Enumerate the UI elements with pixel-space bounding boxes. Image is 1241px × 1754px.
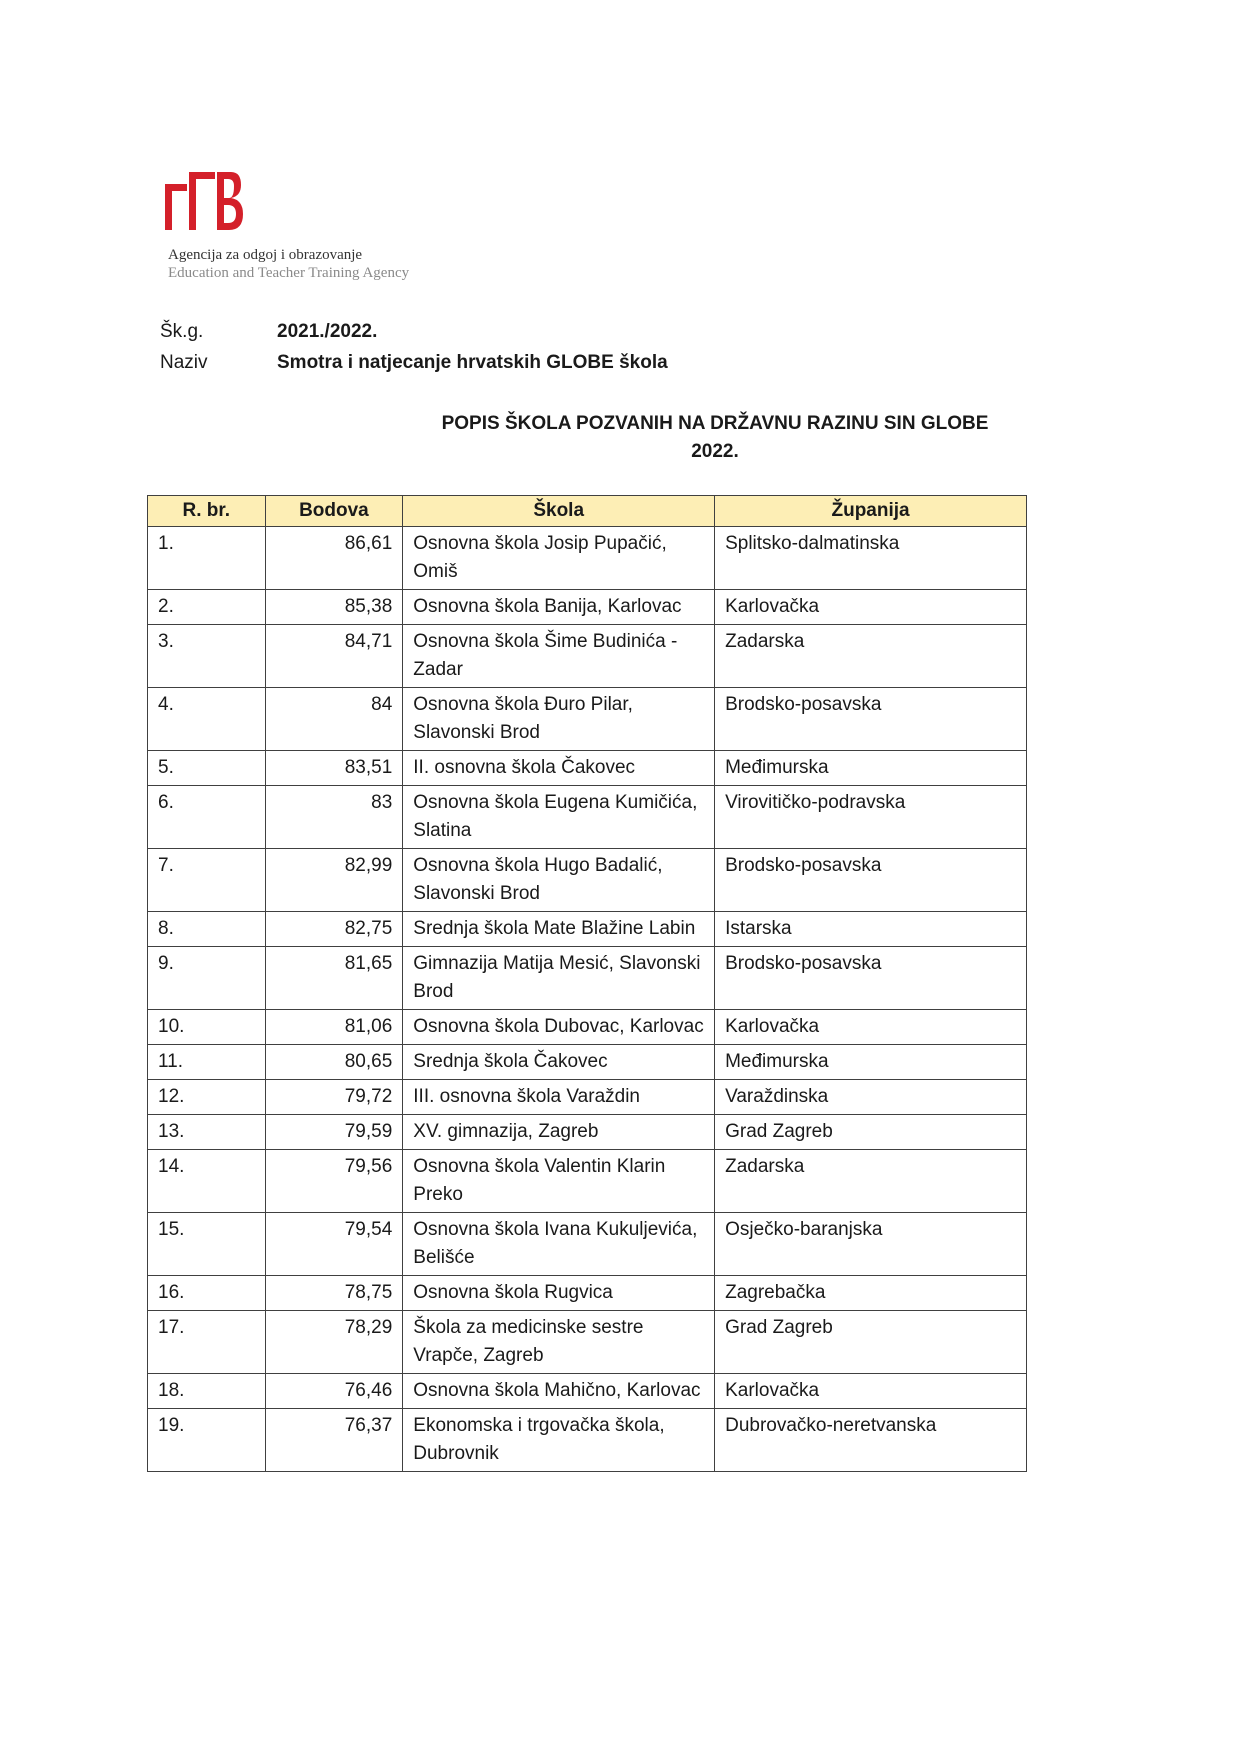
table-row (148, 1276, 1027, 1311)
cell-rbr: 7. (148, 849, 266, 912)
cell-zupanija: Karlovačka (715, 1010, 1027, 1045)
cell-skola: Osnovna škola Mahično, Karlovac (403, 1374, 715, 1409)
school-year-row (160, 321, 377, 343)
cell-bodova: 76,37 (265, 1409, 403, 1472)
cell-bodova: 84 (265, 688, 403, 751)
table-row (148, 1213, 1027, 1276)
school-year-label: Šk.g. (160, 321, 204, 342)
cell-skola: Osnovna škola Dubovac, Karlovac (403, 1010, 715, 1045)
table-row (148, 947, 1027, 1010)
list-title-line2: 2022. (691, 441, 739, 462)
cell-bodova: 86,61 (265, 527, 403, 590)
cell-rbr: 11. (148, 1045, 266, 1080)
cell-rbr: 17. (148, 1311, 266, 1374)
table-row (148, 786, 1027, 849)
cell-rbr: 1. (148, 527, 266, 590)
cell-rbr: 15. (148, 1213, 266, 1276)
table-row (148, 527, 1027, 590)
cell-zupanija: Osječko-baranjska (715, 1213, 1027, 1276)
cell-zupanija: Varaždinska (715, 1080, 1027, 1115)
cell-zupanija: Karlovačka (715, 590, 1027, 625)
cell-skola: Ekonomska i trgovačka škola, Dubrovnik (403, 1409, 715, 1472)
table-row (148, 1080, 1027, 1115)
cell-zupanija: Karlovačka (715, 1374, 1027, 1409)
cell-bodova: 79,56 (265, 1150, 403, 1213)
cell-bodova: 84,71 (265, 625, 403, 688)
table-row (148, 625, 1027, 688)
cell-bodova: 79,54 (265, 1213, 403, 1276)
cell-rbr: 4. (148, 688, 266, 751)
agency-name-hr: Agencija za odgoj i obrazovanje (168, 247, 363, 263)
cell-zupanija: Grad Zagreb (715, 1311, 1027, 1374)
cell-zupanija: Brodsko-posavska (715, 688, 1027, 751)
table-row (148, 1311, 1027, 1374)
cell-zupanija: Brodsko-posavska (715, 849, 1027, 912)
cell-rbr: 12. (148, 1080, 266, 1115)
cell-skola: Škola za medicinske sestre Vrapče, Zagreb (403, 1311, 715, 1374)
agency-name-en: Education and Teacher Training Agency (168, 265, 410, 281)
cell-rbr: 13. (148, 1115, 266, 1150)
table-row (148, 590, 1027, 625)
cell-bodova: 83 (265, 786, 403, 849)
cell-skola: Srednja škola Mate Blažine Labin (403, 912, 715, 947)
cell-bodova: 80,65 (265, 1045, 403, 1080)
cell-skola: Osnovna škola Hugo Badalić, Slavonski Brod (403, 849, 715, 912)
table-row (148, 1150, 1027, 1213)
table-header-row (148, 496, 1027, 527)
cell-skola: Osnovna škola Đuro Pilar, Slavonski Brod (403, 688, 715, 751)
cell-skola: Srednja škola Čakovec (403, 1045, 715, 1080)
table-row (148, 912, 1027, 947)
cell-skola: Osnovna škola Eugena Kumičića, Slatina (403, 786, 715, 849)
cell-skola: Gimnazija Matija Mesić, Slavonski Brod (403, 947, 715, 1010)
cell-zupanija: Brodsko-posavska (715, 947, 1027, 1010)
column-header-bodova: Bodova (265, 496, 403, 527)
table-row (148, 1409, 1027, 1472)
table-row (148, 1010, 1027, 1045)
school-year-value: 2021./2022. (277, 321, 378, 342)
cell-skola: Osnovna škola Banija, Karlovac (403, 590, 715, 625)
cell-skola: III. osnovna škola Varaždin (403, 1080, 715, 1115)
event-name-row (160, 352, 668, 374)
table-row (148, 688, 1027, 751)
column-header-rbr: R. br. (148, 496, 266, 527)
cell-rbr: 8. (148, 912, 266, 947)
cell-rbr: 3. (148, 625, 266, 688)
cell-rbr: 2. (148, 590, 266, 625)
cell-zupanija: Istarska (715, 912, 1027, 947)
cell-skola: Osnovna škola Šime Budinića - Zadar (403, 625, 715, 688)
table-row (148, 1045, 1027, 1080)
cell-bodova: 82,75 (265, 912, 403, 947)
cell-bodova: 79,72 (265, 1080, 403, 1115)
cell-skola: II. osnovna škola Čakovec (403, 751, 715, 786)
list-title-line1: POPIS ŠKOLA POZVANIH NA DRŽAVNU RAZINU SIN GLOBE (441, 413, 989, 434)
cell-skola: Osnovna škola Ivana Kukuljevića, Belišće (403, 1213, 715, 1276)
event-name-label: Naziv (160, 352, 208, 373)
cell-bodova: 81,06 (265, 1010, 403, 1045)
cell-bodova: 78,29 (265, 1311, 403, 1374)
cell-bodova: 76,46 (265, 1374, 403, 1409)
cell-bodova: 78,75 (265, 1276, 403, 1311)
cell-bodova: 82,99 (265, 849, 403, 912)
cell-skola: Osnovna škola Josip Pupačić, Omiš (403, 527, 715, 590)
table-row (148, 1374, 1027, 1409)
cell-rbr: 16. (148, 1276, 266, 1311)
cell-rbr: 6. (148, 786, 266, 849)
cell-zupanija: Dubrovačko-neretvanska (715, 1409, 1027, 1472)
cell-skola: Osnovna škola Valentin Klarin Preko (403, 1150, 715, 1213)
cell-rbr: 18. (148, 1374, 266, 1409)
cell-skola: Osnovna škola Rugvica (403, 1276, 715, 1311)
event-name-value: Smotra i natjecanje hrvatskih GLOBE škola (277, 352, 668, 373)
cell-skola: XV. gimnazija, Zagreb (403, 1115, 715, 1150)
cell-zupanija: Zadarska (715, 1150, 1027, 1213)
cell-zupanija: Zagrebačka (715, 1276, 1027, 1311)
cell-bodova: 85,38 (265, 590, 403, 625)
cell-zupanija: Virovitičko-podravska (715, 786, 1027, 849)
cell-zupanija: Zadarska (715, 625, 1027, 688)
cell-rbr: 14. (148, 1150, 266, 1213)
list-title (400, 410, 1030, 466)
table-row (148, 751, 1027, 786)
schools-table (147, 495, 1027, 1472)
cell-rbr: 9. (148, 947, 266, 1010)
column-header-zupanija: Županija (715, 496, 1027, 527)
cell-zupanija: Splitsko-dalmatinska (715, 527, 1027, 590)
table-row (148, 849, 1027, 912)
cell-bodova: 83,51 (265, 751, 403, 786)
cell-rbr: 5. (148, 751, 266, 786)
cell-rbr: 19. (148, 1409, 266, 1472)
cell-rbr: 10. (148, 1010, 266, 1045)
cell-zupanija: Grad Zagreb (715, 1115, 1027, 1150)
agency-logo-mark-icon (165, 172, 245, 232)
cell-bodova: 81,65 (265, 947, 403, 1010)
cell-zupanija: Međimurska (715, 751, 1027, 786)
table-row (148, 1115, 1027, 1150)
column-header-skola: Škola (403, 496, 715, 527)
cell-bodova: 79,59 (265, 1115, 403, 1150)
cell-zupanija: Međimurska (715, 1045, 1027, 1080)
